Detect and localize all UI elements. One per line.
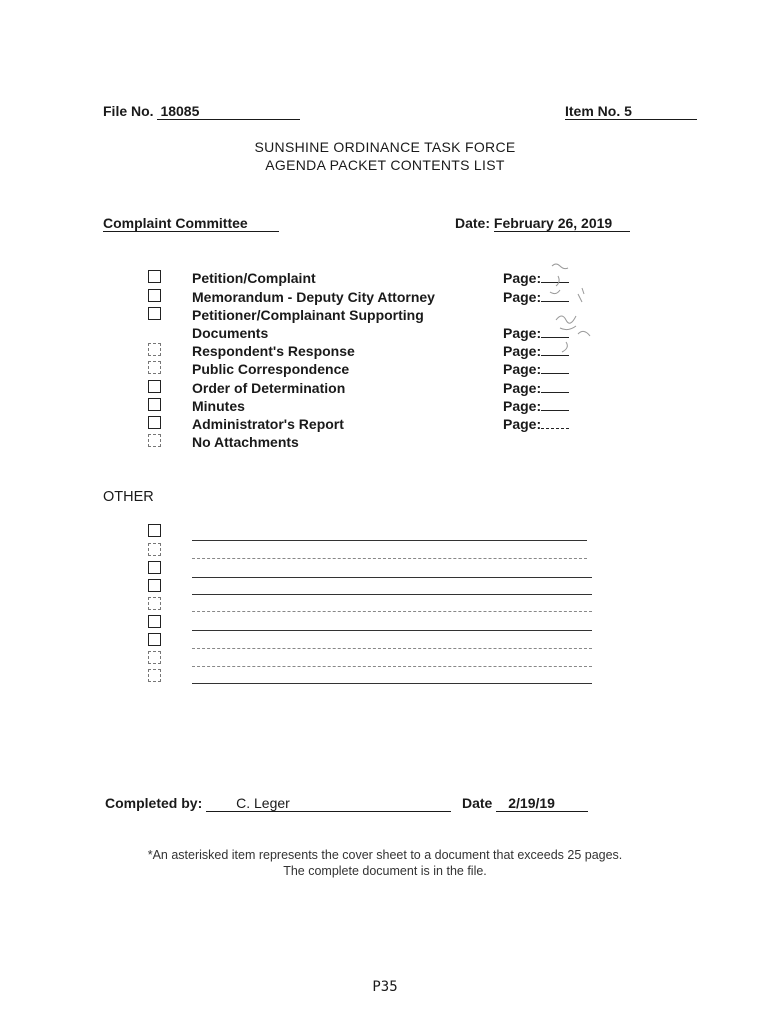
other-entry-line-6[interactable]	[192, 630, 592, 631]
other-checkbox-5[interactable]	[148, 597, 161, 610]
committee-name: Complaint Committee	[103, 215, 279, 232]
other-checkbox-9[interactable]	[148, 669, 161, 682]
other-heading: OTHER	[103, 489, 154, 505]
checkbox-minutes[interactable]	[148, 398, 161, 411]
item-administrators-report: Administrator's Report	[192, 416, 344, 432]
file-number-label: File No.	[103, 103, 154, 119]
other-entry-line-5[interactable]	[192, 611, 592, 612]
completed-by-field	[105, 795, 451, 812]
page-field-minutes[interactable]: Page:	[503, 397, 569, 415]
item-documents: Documents	[192, 325, 269, 341]
other-checkbox-2[interactable]	[148, 543, 161, 556]
checkbox-administrators-report[interactable]	[148, 416, 161, 429]
checkbox-respondent-response[interactable]	[148, 343, 161, 356]
handwritten-page-marks	[538, 258, 606, 358]
completion-date-value: 2/19/19	[496, 795, 588, 812]
other-entry-line-3[interactable]	[192, 577, 592, 578]
other-entry-line-1[interactable]	[192, 540, 587, 541]
checkbox-memorandum[interactable]	[148, 289, 161, 302]
item-order-of-determination: Order of Determination	[192, 380, 346, 396]
other-entry-line-7[interactable]	[192, 648, 592, 649]
completed-by-label: Completed by:	[105, 795, 203, 811]
other-checkbox-3[interactable]	[148, 561, 161, 574]
item-number-field	[565, 103, 697, 120]
page-field-administrator[interactable]: Page:	[503, 415, 569, 433]
page-field-petition[interactable]: Page:	[503, 269, 569, 287]
title-line-2: AGENDA PACKET CONTENTS LIST	[265, 157, 505, 173]
checkbox-public-correspondence[interactable]	[148, 361, 161, 374]
page-field-order[interactable]: Page:	[503, 379, 569, 397]
page-field-supporting[interactable]: Page:	[503, 324, 569, 342]
item-memorandum: Memorandum - Deputy City Attorney	[192, 289, 435, 305]
other-checkbox-4[interactable]	[148, 579, 161, 592]
page-field-respondent[interactable]: Page:	[503, 342, 569, 360]
item-minutes: Minutes	[192, 398, 245, 414]
item-public-correspondence: Public Correspondence	[192, 361, 350, 377]
completion-date-label: Date	[462, 795, 493, 811]
file-number-field	[103, 103, 300, 120]
page-field-public[interactable]: Page:	[503, 360, 569, 378]
page-field-memorandum[interactable]: Page:	[503, 288, 569, 306]
other-checkbox-8[interactable]	[148, 651, 161, 664]
item-no-attachments: No Attachments	[192, 434, 299, 450]
checkbox-order-of-determination[interactable]	[148, 380, 161, 393]
item-supporting: Petitioner/Complainant Supporting	[192, 307, 424, 323]
page-number: P35	[372, 979, 398, 995]
other-entry-line-4[interactable]	[192, 594, 592, 595]
footnote-line-2: The complete document is in the file.	[283, 864, 487, 878]
checkbox-no-attachments[interactable]	[148, 434, 161, 447]
item-petition-complaint: Petition/Complaint	[192, 270, 316, 286]
other-entry-line-2[interactable]	[192, 558, 587, 559]
committee-date-value: February 26, 2019	[494, 215, 630, 232]
committee-date	[455, 215, 630, 232]
other-checkbox-1[interactable]	[148, 524, 161, 537]
title-line-1: SUNSHINE ORDINANCE TASK FORCE	[254, 139, 516, 155]
footnote-line-1: *An asterisked item represents the cover sheet to a document that exceeds 25 pages.	[147, 848, 623, 862]
committee-date-label: Date:	[455, 215, 491, 231]
file-number-value: 18085	[157, 103, 300, 120]
completion-date-field	[462, 795, 588, 812]
item-number-label: Item No.	[565, 103, 621, 119]
other-checkbox-7[interactable]	[148, 633, 161, 646]
checkbox-supporting-documents[interactable]	[148, 307, 161, 320]
other-entry-line-9[interactable]	[192, 683, 592, 684]
other-entry-line-8[interactable]	[192, 666, 592, 667]
checkbox-petition[interactable]	[148, 270, 161, 283]
completed-by-value: C. Leger	[206, 795, 451, 812]
other-checkbox-6[interactable]	[148, 615, 161, 628]
item-respondent-response: Respondent's Response	[192, 343, 355, 359]
item-number-text	[565, 103, 697, 120]
item-number-value: 5	[624, 103, 632, 119]
